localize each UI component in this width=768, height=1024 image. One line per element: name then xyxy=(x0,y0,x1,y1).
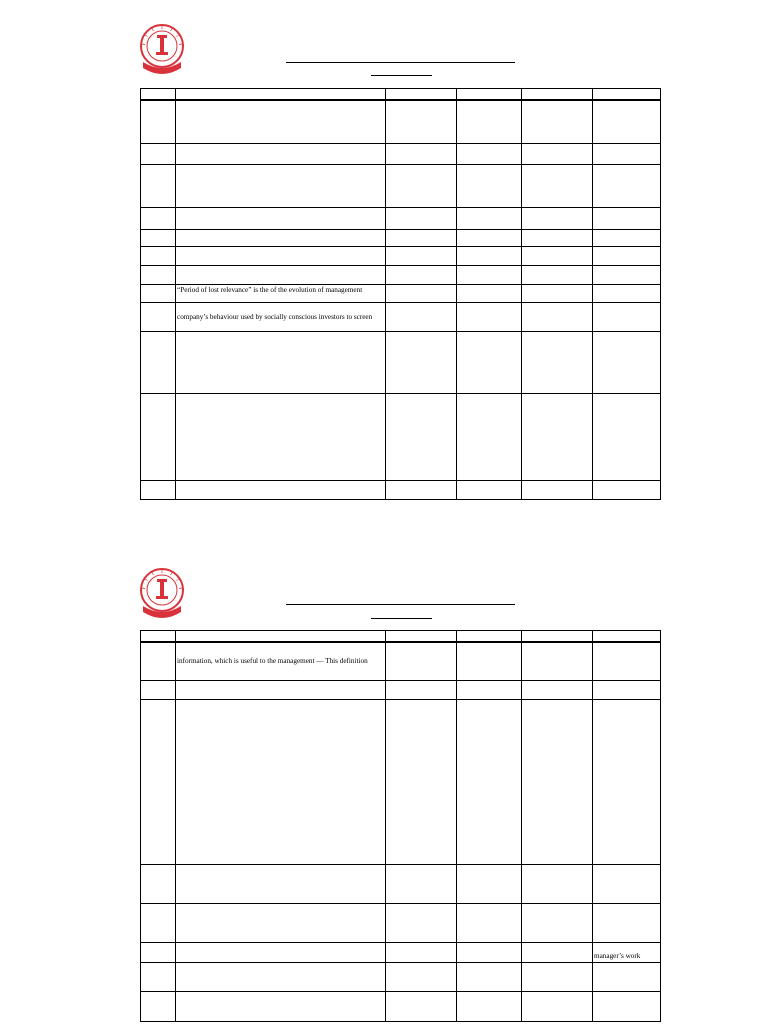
header-option-d-cell xyxy=(593,631,661,642)
row-no-cell xyxy=(141,992,176,1022)
option-d-cell xyxy=(593,165,661,208)
option-d-cell xyxy=(593,700,661,865)
option-c-cell xyxy=(522,481,593,500)
option-d-cell xyxy=(593,303,661,332)
question-cell xyxy=(176,247,386,266)
header-question-cell xyxy=(176,89,386,100)
option-a-cell xyxy=(386,904,457,943)
table-row xyxy=(141,681,661,700)
option-d-cell xyxy=(593,681,661,700)
table-row xyxy=(141,642,661,681)
option-a-cell xyxy=(386,303,457,332)
option-a-cell xyxy=(386,332,457,394)
row-no-cell xyxy=(141,681,176,700)
option-c-cell xyxy=(522,865,593,904)
question-cell xyxy=(176,144,386,165)
option-c-cell xyxy=(522,303,593,332)
option-a-cell xyxy=(386,681,457,700)
option-b-cell xyxy=(457,266,522,285)
option-a-cell xyxy=(386,943,457,963)
option-d-cell xyxy=(593,100,661,144)
option-c-cell xyxy=(522,100,593,144)
option-c-cell xyxy=(522,963,593,992)
table-row xyxy=(141,165,661,208)
table-row xyxy=(141,865,661,904)
question-cell: “Period of lost relevance” is the of the evolution of management xyxy=(176,285,386,303)
option-d-cell xyxy=(593,208,661,230)
header-option-c-cell xyxy=(522,89,593,100)
table-row xyxy=(141,100,661,144)
option-b-cell xyxy=(457,230,522,247)
table-row xyxy=(141,394,661,481)
row-no-cell xyxy=(141,642,176,681)
row-no-cell xyxy=(141,165,176,208)
question-cell xyxy=(176,266,386,285)
option-a-cell xyxy=(386,144,457,165)
option-c-cell xyxy=(522,208,593,230)
option-a-cell xyxy=(386,247,457,266)
page-subtitle-underline xyxy=(371,618,432,619)
option-b-cell xyxy=(457,865,522,904)
document-page-1 xyxy=(0,0,768,500)
row-no-cell xyxy=(141,943,176,963)
option-b-cell xyxy=(457,943,522,963)
option-d-cell xyxy=(593,266,661,285)
option-c-cell xyxy=(522,285,593,303)
option-b-cell xyxy=(457,165,522,208)
table-row xyxy=(141,992,661,1022)
table-row xyxy=(141,230,661,247)
option-b-cell xyxy=(457,992,522,1022)
question-cell xyxy=(176,943,386,963)
question-table xyxy=(140,630,661,1022)
row-no-cell xyxy=(141,247,176,266)
option-b-cell xyxy=(457,208,522,230)
option-b-cell xyxy=(457,481,522,500)
row-no-cell xyxy=(141,208,176,230)
header-option-a-cell xyxy=(386,631,457,642)
option-d-cell xyxy=(593,332,661,394)
option-c-cell xyxy=(522,681,593,700)
option-b-cell xyxy=(457,285,522,303)
option-d-cell xyxy=(593,904,661,943)
question-cell xyxy=(176,165,386,208)
document-page-2 xyxy=(0,540,768,1024)
option-d-cell: manager’s work xyxy=(593,943,661,963)
option-a-cell xyxy=(386,100,457,144)
question-cell xyxy=(176,100,386,144)
option-b-cell xyxy=(457,303,522,332)
table-row xyxy=(141,208,661,230)
option-b-cell xyxy=(457,247,522,266)
option-a-cell xyxy=(386,394,457,481)
option-c-cell xyxy=(522,165,593,208)
row-no-cell xyxy=(141,144,176,165)
table-row xyxy=(141,332,661,394)
question-cell: information, which is useful to the management — This definition xyxy=(176,642,386,681)
question-cell xyxy=(176,963,386,992)
option-b-cell xyxy=(457,144,522,165)
option-b-cell xyxy=(457,700,522,865)
header-option-a-cell xyxy=(386,89,457,100)
table-row xyxy=(141,266,661,285)
question-cell xyxy=(176,332,386,394)
question-cell xyxy=(176,992,386,1022)
row-no-cell xyxy=(141,303,176,332)
option-c-cell xyxy=(522,700,593,865)
option-b-cell xyxy=(457,332,522,394)
option-d-cell xyxy=(593,963,661,992)
page-subtitle-underline xyxy=(371,75,432,76)
option-a-cell xyxy=(386,642,457,681)
table-row xyxy=(141,943,661,963)
option-c-cell xyxy=(522,992,593,1022)
question-cell xyxy=(176,481,386,500)
row-no-cell xyxy=(141,904,176,943)
row-no-cell xyxy=(141,332,176,394)
table-row xyxy=(141,904,661,943)
option-a-cell xyxy=(386,481,457,500)
header-option-b-cell xyxy=(457,89,522,100)
option-c-cell xyxy=(522,144,593,165)
header-no-cell xyxy=(141,631,176,642)
option-d-cell xyxy=(593,481,661,500)
row-no-cell xyxy=(141,394,176,481)
page-title-underline xyxy=(286,604,515,605)
question-cell xyxy=(176,681,386,700)
option-a-cell xyxy=(386,865,457,904)
header-question-cell xyxy=(176,631,386,642)
table-row xyxy=(141,285,661,303)
table-row xyxy=(141,481,661,500)
table-row xyxy=(141,303,661,332)
table-row xyxy=(141,700,661,865)
row-no-cell xyxy=(141,285,176,303)
option-d-cell xyxy=(593,230,661,247)
option-a-cell xyxy=(386,208,457,230)
option-c-cell xyxy=(522,230,593,247)
option-a-cell xyxy=(386,963,457,992)
option-d-cell xyxy=(593,865,661,904)
option-c-cell xyxy=(522,943,593,963)
header-option-c-cell xyxy=(522,631,593,642)
row-no-cell xyxy=(141,865,176,904)
option-a-cell xyxy=(386,700,457,865)
row-no-cell xyxy=(141,700,176,865)
row-no-cell xyxy=(141,963,176,992)
option-c-cell xyxy=(522,394,593,481)
option-a-cell xyxy=(386,230,457,247)
header-option-d-cell xyxy=(593,89,661,100)
option-c-cell xyxy=(522,642,593,681)
question-cell: company’s behaviour used by socially conscious investors to screen xyxy=(176,303,386,332)
question-cell xyxy=(176,904,386,943)
row-no-cell xyxy=(141,100,176,144)
question-cell xyxy=(176,208,386,230)
option-b-cell xyxy=(457,394,522,481)
question-cell xyxy=(176,394,386,481)
header-no-cell xyxy=(141,89,176,100)
question-table xyxy=(140,88,661,500)
question-cell xyxy=(176,700,386,865)
institute-emblem-icon xyxy=(138,22,186,80)
row-no-cell xyxy=(141,230,176,247)
option-b-cell xyxy=(457,681,522,700)
option-a-cell xyxy=(386,266,457,285)
option-d-cell xyxy=(593,144,661,165)
question-cell xyxy=(176,230,386,247)
option-d-cell xyxy=(593,394,661,481)
option-a-cell xyxy=(386,992,457,1022)
option-b-cell xyxy=(457,963,522,992)
option-d-cell xyxy=(593,285,661,303)
table-row xyxy=(141,144,661,165)
table-header-row xyxy=(141,89,661,100)
option-a-cell xyxy=(386,165,457,208)
row-no-cell xyxy=(141,481,176,500)
table-row xyxy=(141,247,661,266)
page-title-underline xyxy=(286,62,515,63)
option-a-cell xyxy=(386,285,457,303)
option-b-cell xyxy=(457,642,522,681)
header-option-b-cell xyxy=(457,631,522,642)
table-row xyxy=(141,963,661,992)
option-b-cell xyxy=(457,904,522,943)
question-cell xyxy=(176,865,386,904)
option-d-cell xyxy=(593,247,661,266)
table-header-row xyxy=(141,631,661,642)
option-c-cell xyxy=(522,332,593,394)
option-c-cell xyxy=(522,266,593,285)
option-b-cell xyxy=(457,100,522,144)
institute-emblem-icon xyxy=(138,566,186,624)
option-d-cell xyxy=(593,642,661,681)
option-c-cell xyxy=(522,904,593,943)
option-d-cell xyxy=(593,992,661,1022)
option-c-cell xyxy=(522,247,593,266)
row-no-cell xyxy=(141,266,176,285)
